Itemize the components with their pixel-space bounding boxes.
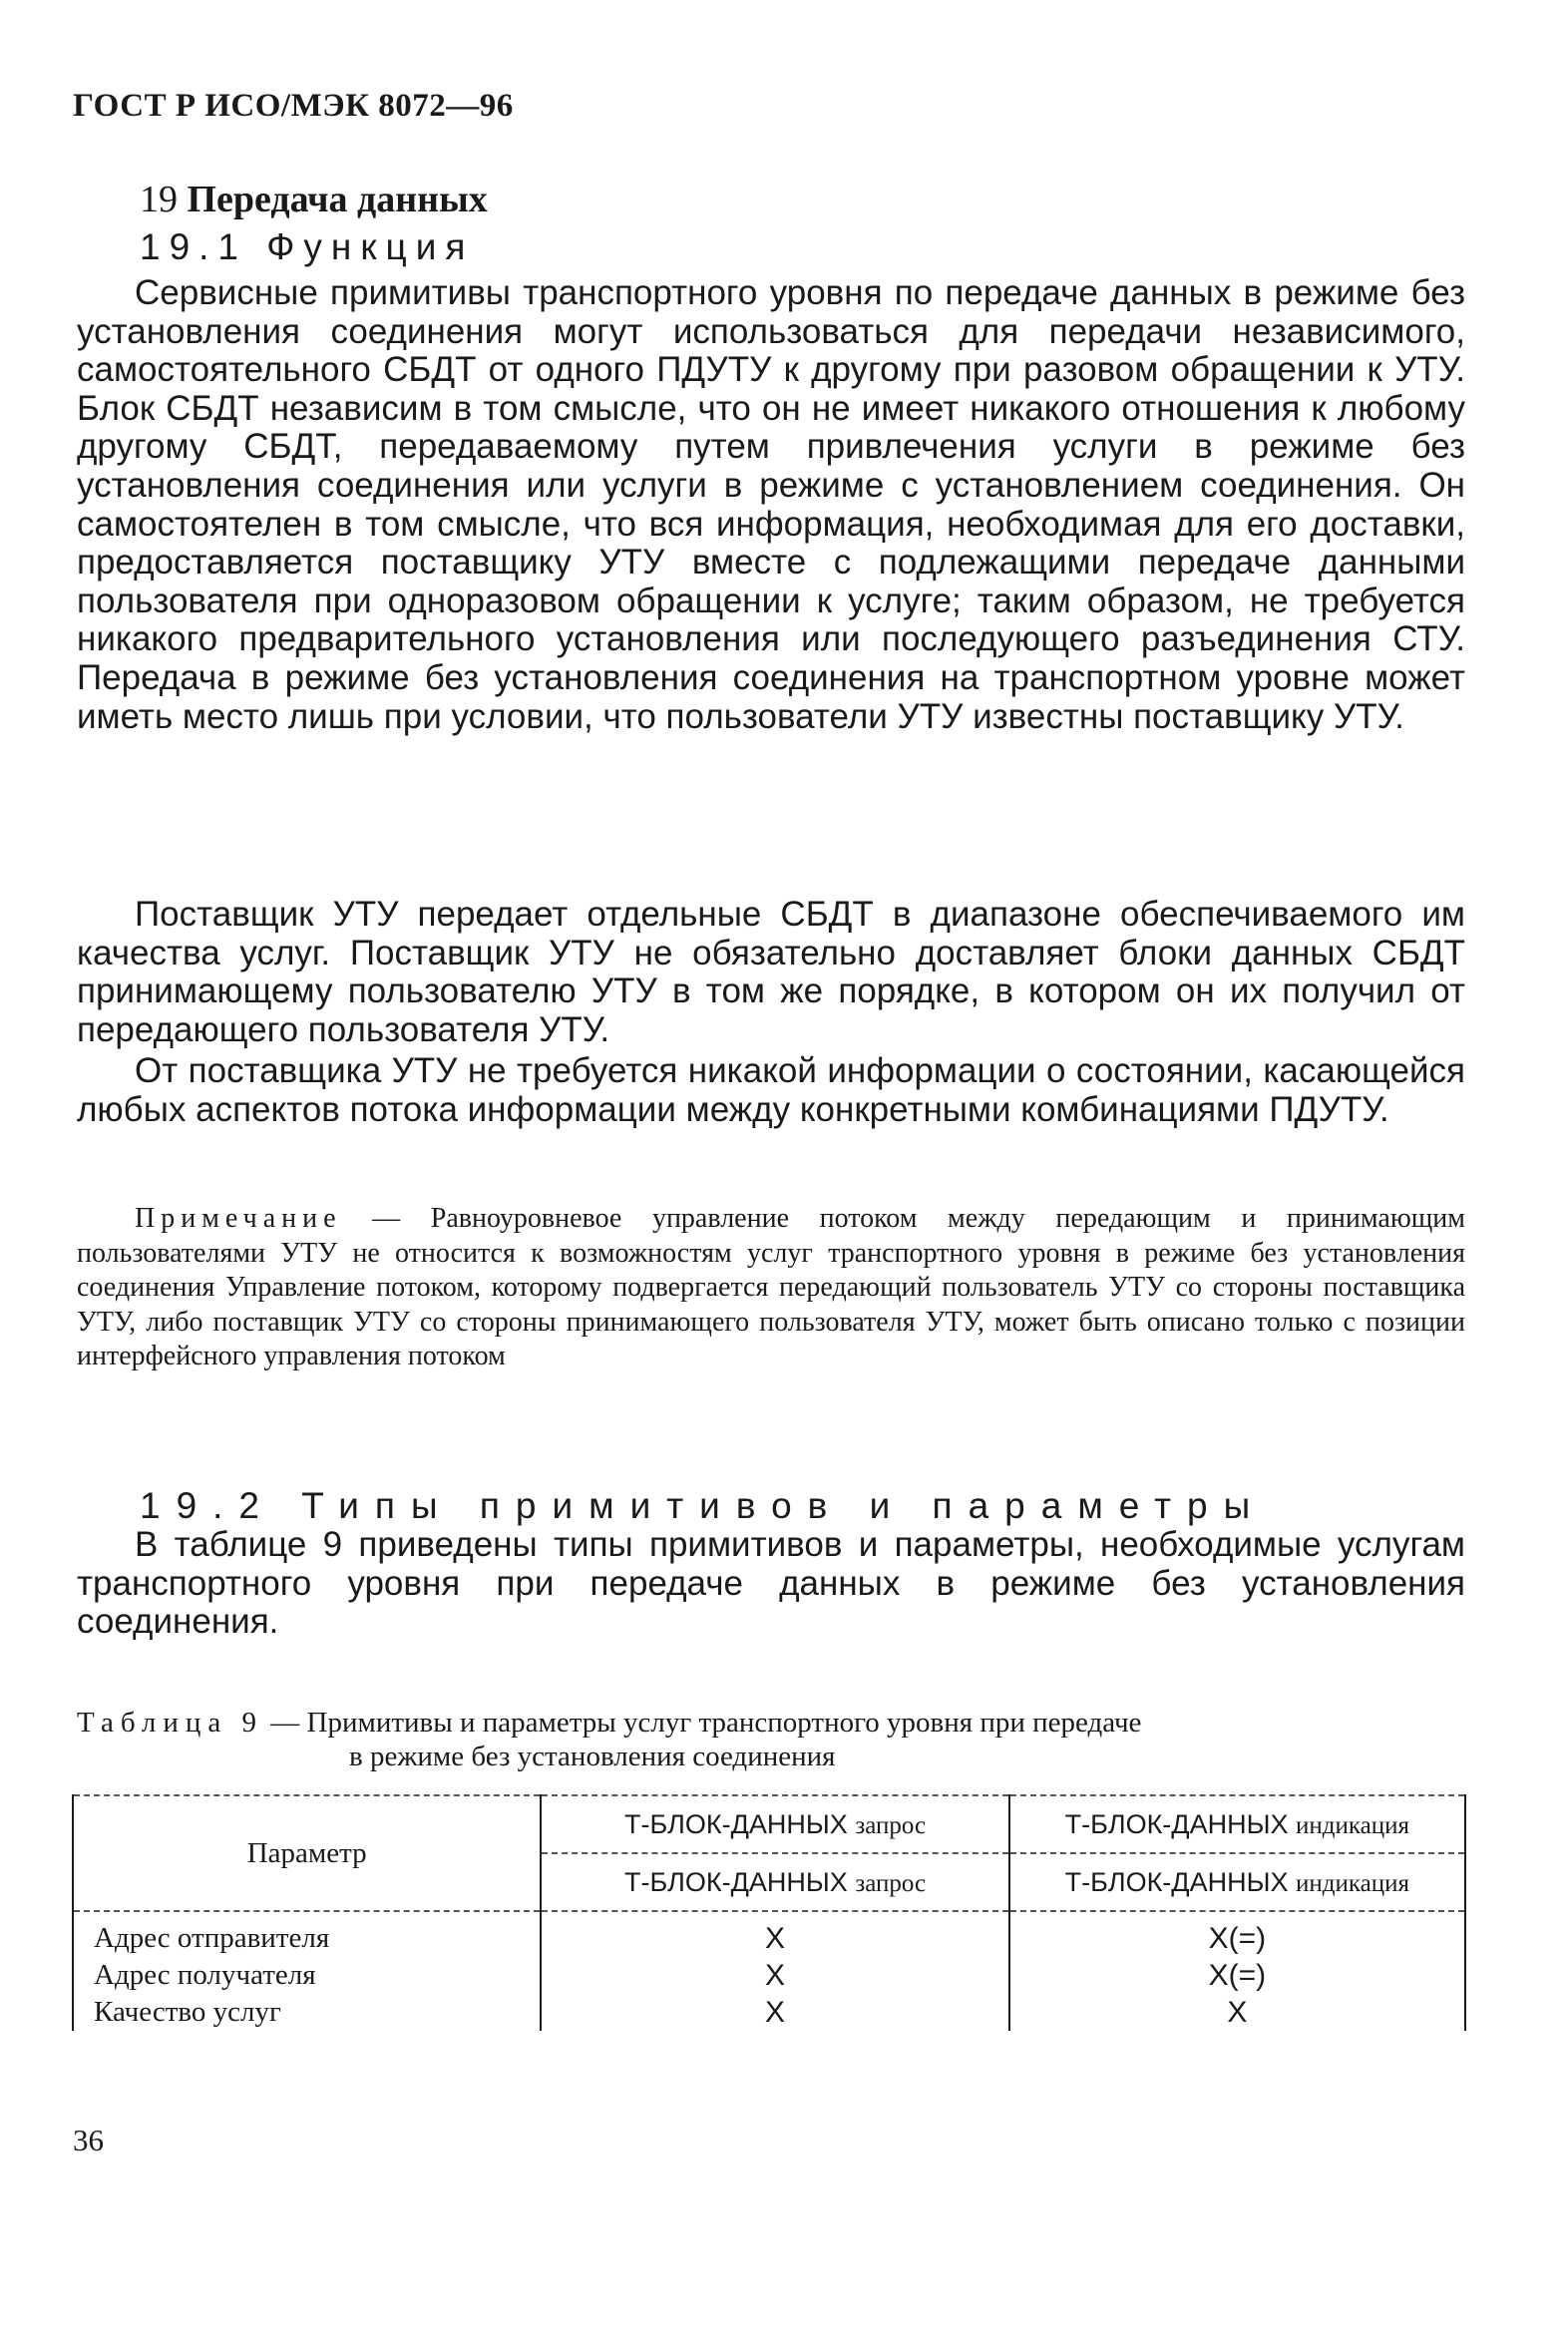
paragraph-3 xyxy=(77,1052,1465,1129)
note-text: — Равноуровневое управление потоком между передающим и принимающим пользователями УТУ не относится к возможностям услуг транспортного уровня в режиме без установления соединения Управление потоком, которому подвергается передающий пользователь УТУ со стороны поставщика УТУ, либо поставщик УТУ со стороны принимающего пользователя УТУ, может быть описано только с позиции интерфейсного управления потоком xyxy=(77,1203,1465,1371)
row-value-request: X xyxy=(541,1911,1008,1957)
col-a-top-type: запрос xyxy=(855,1811,927,1839)
paragraph-2 xyxy=(77,896,1465,1049)
primitives-table xyxy=(72,1794,1466,2031)
standard-header: ГОСТ Р ИСО/МЭК 8072—96 xyxy=(73,88,514,124)
col-b-top-type: индикация xyxy=(1296,1811,1410,1839)
section-title-text: Передача данных xyxy=(187,179,488,220)
col-a-bottom-header xyxy=(541,1853,1008,1911)
param-header: Параметр xyxy=(73,1795,541,1911)
table-caption-line1: — Примитивы и параметры услуг транспортного уровня при передаче xyxy=(263,1707,1142,1739)
paragraph-1-text: Сервисные примитивы транспортного уровня по передаче данных в режиме без установления соединения могут использоваться для передачи независимого, самостоятельного СБДТ от одного ПДУТУ к другому при разовом обращении к УТУ. Блок СБДТ независим в том смысле, что он не имеет никакого отношения к любому другому СБДТ, передаваемому путем привлечения услуги в режиме без установления соединения или услуги в режиме с установлением соединения. Он самостоятелен в том смысле, что вся информация, необходимая для его доставки, предоставляется поставщику УТУ вместе с подлежащими передаче данными пользователя при одноразовом обращении к услуге; таким образом, не требуется никакого предварительного установления или последующего разъединения СТУ. Передача в режиме без установления соединения на транспортном уровне может иметь место лишь при условии, что пользователи УТУ известны поставщику УТУ. xyxy=(77,273,1465,736)
table-caption-line2: в режиме без установления соединения xyxy=(349,1741,836,1772)
subsection-1-title: 19.1 Функция xyxy=(140,226,475,267)
col-b-bottom-header xyxy=(1009,1853,1465,1911)
row-value-request: X xyxy=(541,1957,1008,1994)
table-row xyxy=(73,1994,1465,2031)
section-number: 19 xyxy=(140,179,178,220)
table-row xyxy=(73,1957,1465,1994)
row-param-name: Адрес отправителя xyxy=(73,1911,541,1957)
paragraph-4 xyxy=(77,1526,1465,1642)
page-number: 36 xyxy=(73,2123,104,2157)
col-a-bottom-name: Т-БЛОК-ДАННЫХ xyxy=(623,1866,848,1897)
table-caption xyxy=(77,1706,1493,1773)
row-value-indication: X(=) xyxy=(1009,1911,1465,1957)
subsection-2-title: 19.2 Типы примитивов и параметры xyxy=(140,1485,1267,1526)
paragraph-1 xyxy=(77,274,1465,736)
section-title xyxy=(140,178,488,221)
paragraph-2-text: Поставщик УТУ передает отдельные СБДТ в диапазоне обеспечиваемого им качества услуг. Поставщик УТУ не обязательно доставляет блоки данных СБДТ принимающему пользователю УТУ в том же порядке, в котором он их получил от передающего пользователя УТУ. xyxy=(77,895,1465,1049)
col-b-bottom-type: индикация xyxy=(1296,1869,1410,1897)
col-b-bottom-name: Т-БЛОК-ДАННЫХ xyxy=(1064,1866,1289,1897)
col-b-top-header xyxy=(1009,1795,1465,1853)
col-b-top-name: Т-БЛОК-ДАННЫХ xyxy=(1064,1808,1289,1839)
row-param-name: Адрес получателя xyxy=(73,1957,541,1994)
paragraph-3-text: От поставщика УТУ не требуется никакой информации о состоянии, касающейся любых аспектов потока информации между конкретными комбинациями ПДУТУ. xyxy=(77,1051,1465,1129)
note-label: Примечание xyxy=(135,1203,342,1234)
row-value-indication: X xyxy=(1009,1994,1465,2031)
paragraph-4-text: В таблице 9 приведены типы примитивов и параметры, необходимые услугам транспортного уровня при передаче данных в режиме без установления соединения. xyxy=(77,1525,1465,1642)
row-value-request: X xyxy=(541,1994,1008,2031)
table-row xyxy=(73,1911,1465,1957)
col-a-top-name: Т-БЛОК-ДАННЫХ xyxy=(623,1808,848,1839)
col-a-bottom-type: запрос xyxy=(855,1869,927,1897)
col-a-top-header xyxy=(541,1795,1008,1853)
row-value-indication: X(=) xyxy=(1009,1957,1465,1994)
table-caption-label: Таблица 9 xyxy=(77,1707,264,1739)
row-param-name: Качество услуг xyxy=(73,1994,541,2031)
note xyxy=(77,1202,1465,1374)
table-header-row-1 xyxy=(73,1795,1465,1853)
